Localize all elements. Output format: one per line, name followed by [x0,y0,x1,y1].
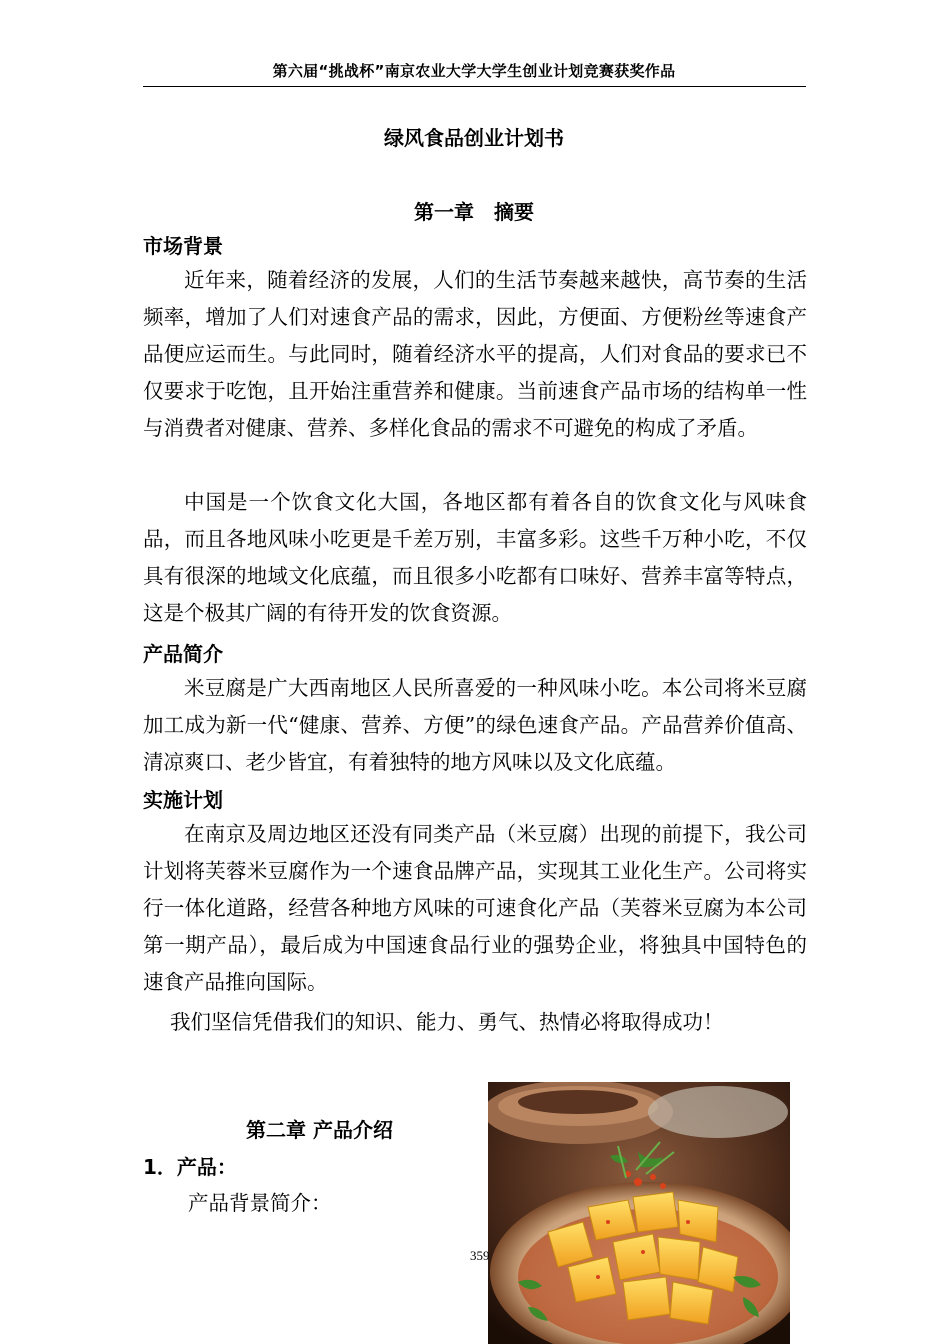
plan-paragraph: 在南京及周边地区还没有同类产品（米豆腐）出现的前提下，我公司计划将芙蓉米豆腐作为一个速食品牌产品，实现其工业化生产。公司将实行一体化道路，经营各种地方风味的可速食化产品（芙蓉米豆腐为本公司第一期产品），最后成为中国速食品行业的强势企业，将独具中国特色的速食产品推向国际。 [143,822,807,994]
heading-implementation-plan: 实施计划 [143,788,223,812]
market-paragraph-1: 近年来，随着经济的发展，人们的生活节奏越来越快，高节奏的生活频率，增加了人们对速食产品的需求，因此，方便面、方便粉丝等速食产品便应运而生。与此同时，随着经济水平的提高，人们对食品的要求已不仅要求于吃饱，且开始注重营养和健康。当前速食产品市场的结构单一性与消费者对健康、营养、多样化食品的需求不可避免的构成了矛盾。 [143,268,807,440]
item-1-heading: 1．产品： [143,1155,237,1179]
heading-product-intro: 产品简介 [143,642,223,666]
page-number: 359 [470,1248,490,1263]
closing-statement: 我们坚信凭借我们的知识、能力、勇气、热情必将取得成功！ [170,1010,724,1034]
product-background-label: 产品背景简介： [188,1191,332,1215]
market-paragraph-2: 中国是一个饮食文化大国，各地区都有着各自的饮食文化与风味食品，而且各地风味小吃更是千差万别，丰富多彩。这些千万种小吃，不仅具有很深的地域文化底蕴，而且很多小吃都有口味好、营养丰富等特点，这是个极其广阔的有待开发的饮食资源。 [143,490,807,625]
rice-tofu-dish-photo [488,1082,790,1344]
product-paragraph: 米豆腐是广大西南地区人民所喜爱的一种风味小吃。本公司将米豆腐加工成为新一代“健康、营养、方便”的绿色速食产品。产品营养价值高、清凉爽口、老少皆宜，有着独特的地方风味以及文化底蕴。 [143,676,807,774]
header-rule [143,86,806,87]
running-header: 第六届“挑战杯”南京农业大学大学生创业计划竞赛获奖作品 [272,62,676,80]
document-title: 绿风食品创业计划书 [384,126,564,150]
chapter-2-title: 第二章 产品介绍 [246,1118,393,1142]
heading-market-background: 市场背景 [143,234,223,258]
chapter-1-title: 第一章 摘要 [414,200,534,224]
